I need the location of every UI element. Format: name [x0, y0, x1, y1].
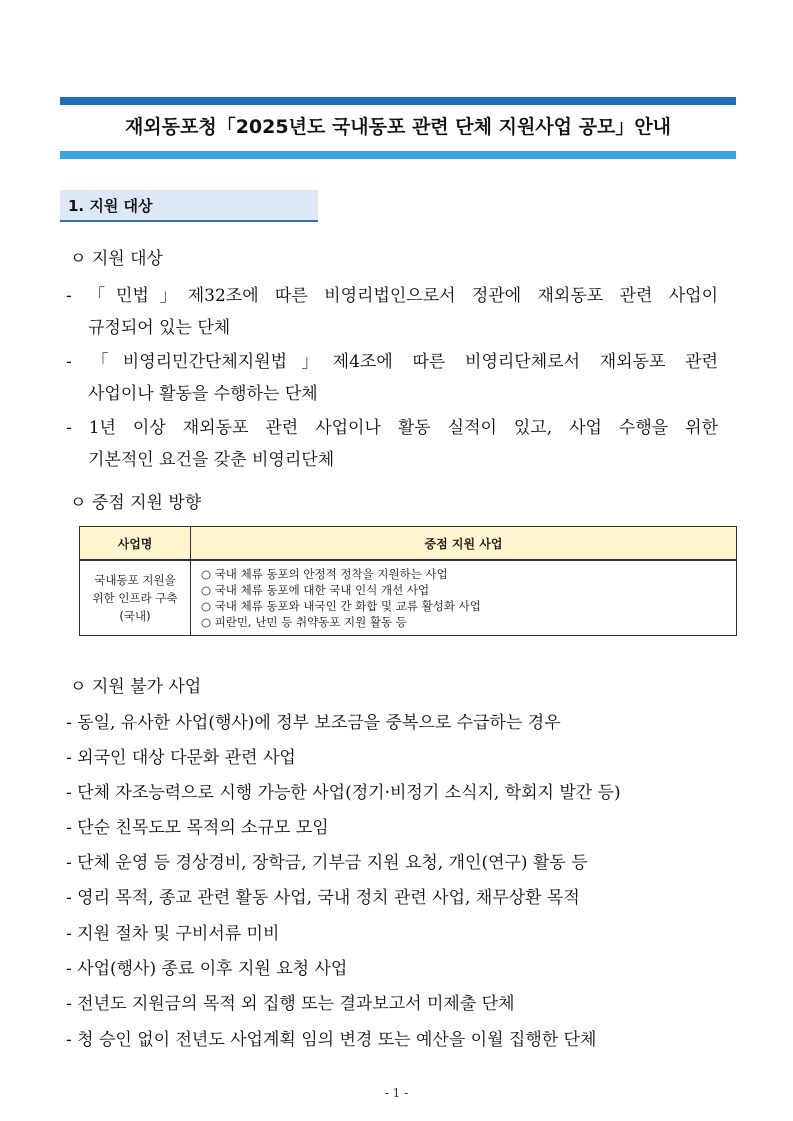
- target-heading: ㅇ 지원 대상: [70, 249, 163, 269]
- target-item-3-line-2: 기본적인 요건을 갖춘 비영리단체: [88, 450, 335, 470]
- target-item-2-line-2: 사업이나 활동을 수행하는 단체: [88, 384, 318, 404]
- target-item-3-line-1: - 1년 이상 재외동포 관련 사업이나 활동 실적이 있고, 사업 수행을 위한: [66, 418, 718, 438]
- table-header-row: [80, 527, 737, 561]
- document-title: 재외동포청「2025년도 국내동포 관련 단체 지원사업 공모」안내: [124, 116, 672, 138]
- excluded-item: - 외국인 대상 다문화 관련 사업: [66, 748, 296, 768]
- title-bar-bottom: [60, 151, 736, 159]
- focus-item: ○ 국내 체류 동포의 안정적 정착을 지원하는 사업: [201, 567, 448, 581]
- program-name-line-2: 위한 인프라 구축: [92, 591, 178, 605]
- focus-heading: ㅇ 중점 지원 방향: [70, 493, 202, 513]
- table-header-focus: 중점 지원 사업: [191, 527, 737, 561]
- focus-table: [79, 526, 737, 636]
- excluded-item: - 영리 목적, 종교 관련 활동 사업, 국내 정치 관련 사업, 채무상환 목적: [66, 888, 580, 908]
- table-row: [80, 560, 737, 636]
- focus-item: ○ 국내 체류 동포와 내국인 간 화합 및 교류 활성화 사업: [201, 599, 481, 613]
- table-cell-items: [191, 560, 737, 636]
- focus-item: ○ 국내 체류 동포에 대한 국내 인식 개선 사업: [201, 583, 430, 597]
- target-item-1-line-1: - 「민법」제32조에 따른 비영리법인으로서 정관에 재외동포 관련 사업이: [66, 286, 718, 306]
- target-item-3: [66, 413, 718, 438]
- excluded-item: - 지원 절차 및 구비서류 미비: [66, 924, 280, 944]
- excluded-heading: ㅇ 지원 불가 사업: [70, 677, 202, 697]
- excluded-item: - 동일, 유사한 사업(행사)에 정부 보조금을 중복으로 수급하는 경우: [66, 713, 561, 733]
- excluded-item: - 단순 친목도모 목적의 소규모 모임: [66, 818, 329, 838]
- excluded-item: - 단체 운영 등 경상경비, 장학금, 기부금 지원 요청, 개인(연구) 활동 등: [66, 853, 588, 873]
- target-item-1-line-2: 규정되어 있는 단체: [88, 318, 231, 338]
- target-item-2: [66, 347, 718, 372]
- focus-item: ○ 피란민, 난민 등 취약동포 지원 활동 등: [201, 615, 407, 629]
- target-item-1: [66, 281, 718, 306]
- section-heading: 1. 지원 대상: [60, 190, 318, 222]
- excluded-item: - 단체 자조능력으로 시행 가능한 사업(정기·비정기 소식지, 학회지 발간 등): [66, 783, 621, 803]
- target-item-2-line-1: - 「비영리민간단체지원법」제4조에 따른 비영리단체로서 재외동포 관련: [66, 352, 718, 372]
- page-number: - 1 -: [384, 1086, 409, 1100]
- table-cell-name: [80, 560, 191, 636]
- program-name-line-3: (국내): [119, 609, 151, 623]
- program-name-line-1: 국내동포 지원을: [94, 573, 176, 587]
- table-header-name: 사업명: [80, 527, 191, 561]
- excluded-item: - 전년도 지원금의 목적 외 집행 또는 결과보고서 미제출 단체: [66, 994, 515, 1014]
- title-bar-top: [60, 97, 736, 105]
- excluded-item: - 사업(행사) 종료 이후 지원 요청 사업: [66, 959, 348, 979]
- excluded-item: - 청 승인 없이 전년도 사업계획 임의 변경 또는 예산을 이월 집행한 단체: [66, 1030, 597, 1050]
